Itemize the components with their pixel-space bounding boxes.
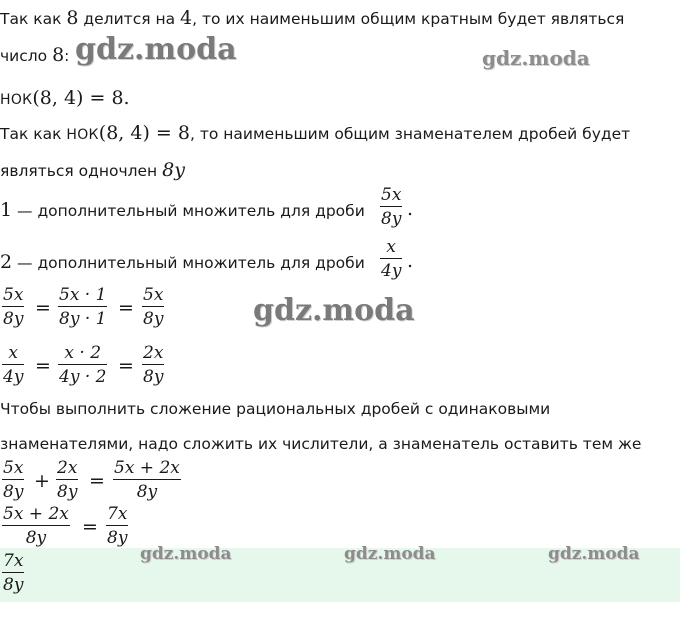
fraction: 5x 8y [3,285,24,329]
fraction: 5x 8y [3,458,24,502]
text-line-2: число 8: [0,44,70,66]
equals-sign: = [35,297,51,319]
text-line-4: Так как НОК(8, 4) = 8, то наименьшим общим знаменателем дробей будет [0,122,631,144]
fraction-line-7: x 4y [381,237,402,281]
fraction: 5x · 1 8y · 1 [59,285,107,329]
text-line-5: являться одночлен 8y [0,159,185,181]
fraction: 5x + 2x 8y [114,458,180,502]
watermark: gdz.moda [140,544,232,564]
period: . [407,198,414,220]
text-line-3: НОК(8, 4) = 8. [0,87,130,109]
fraction: 5x 8y [143,285,164,329]
text-line-1: Так как 8 делится на 4, то их наименьшим общим кратным будет являться [0,7,625,29]
watermark: gdz.moda [253,293,415,328]
watermark: gdz.moda [344,544,436,564]
fraction: 7x 8y [107,504,128,548]
fraction: 5x + 2x 8y [3,504,69,548]
plus-sign: + [34,470,50,492]
text-line-9: знаменателями, надо сложить их числители, а знаменатель оставить тем же [0,435,642,453]
text-line-8: Чтобы выполнить сложение рациональных дробей с одинаковыми [0,400,551,418]
text-line-7: 2 — дополнительный множитель для дроби [0,251,365,273]
period: . [407,250,414,272]
equals-sign: = [118,297,134,319]
fraction-line-6: 5x 8y [381,185,402,229]
fraction: x 4y [3,343,24,387]
watermark: gdz.moda [548,544,640,564]
fraction: x · 2 4y · 2 [59,343,107,387]
equals-sign: = [35,355,51,377]
equals-sign: = [89,470,105,492]
fraction: 2x 8y [57,458,78,502]
equals-sign: = [82,516,98,538]
watermark: gdz.moda [75,32,237,67]
text-line-6: 1 — дополнительный множитель для дроби [0,199,365,221]
equals-sign: = [118,355,134,377]
watermark: gdz.moda [482,46,590,70]
answer-fraction: 7x 8y [3,551,24,595]
fraction: 2x 8y [143,343,164,387]
